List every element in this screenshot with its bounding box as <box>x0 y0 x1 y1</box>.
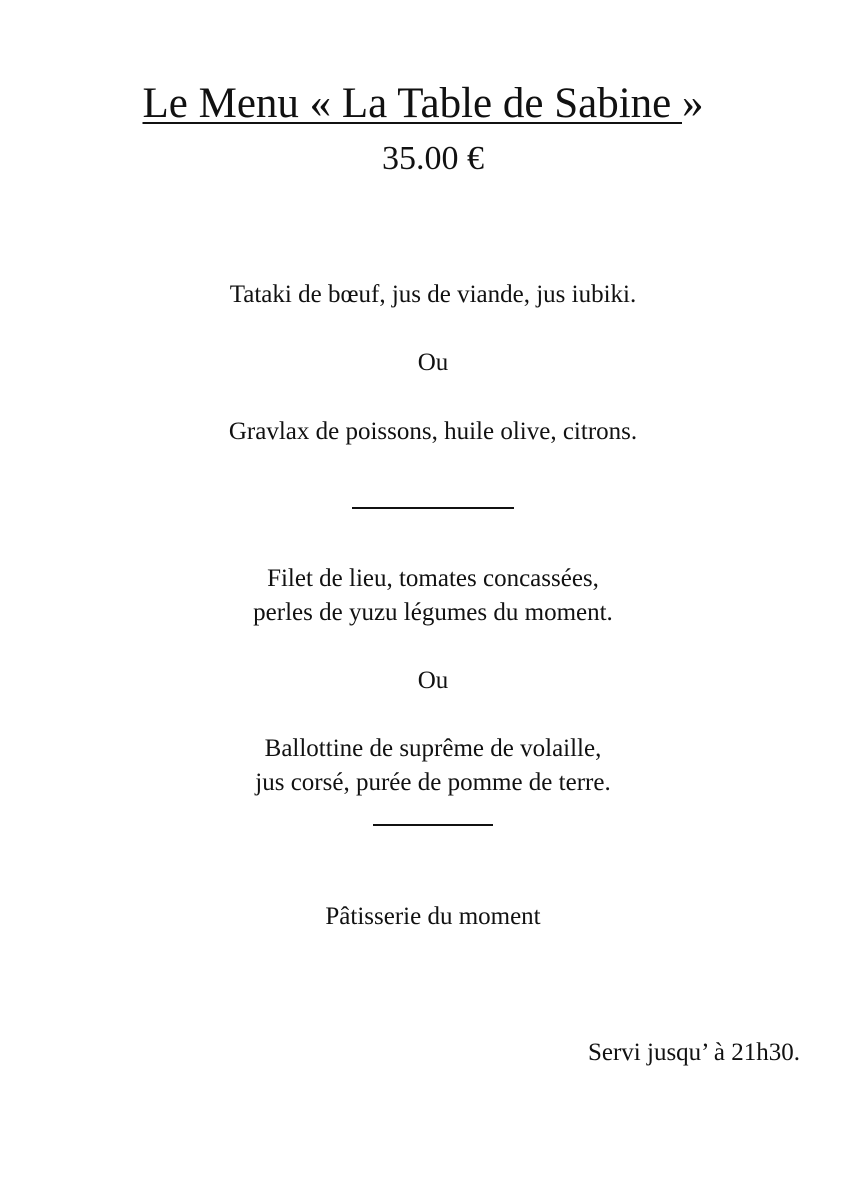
main-option-2-line-2: jus corsé, purée de pomme de terre. <box>255 769 611 796</box>
section-divider <box>352 507 514 509</box>
menu-title <box>0 78 846 130</box>
service-hours-note: Servi jusqu’ à 21h30. <box>587 1039 800 1066</box>
main-option-2-line-1: Ballottine de suprême de volaille, <box>264 735 602 762</box>
starter-option-2: Gravlax de poissons, huile olive, citrons. <box>228 418 638 445</box>
menu-title-closing-quote: » <box>682 80 704 127</box>
dessert-item: Pâtisserie du moment <box>325 903 541 930</box>
section-divider <box>373 824 493 826</box>
starter-option-1: Tataki de bœuf, jus de viande, jus iubiki. <box>229 281 637 308</box>
menu-price: 35.00 € <box>382 140 484 177</box>
main-option-1-line-2: perles de yuzu légumes du moment. <box>253 599 613 626</box>
starter-or: Ou <box>417 349 449 376</box>
main-or: Ou <box>417 667 449 694</box>
main-option-1-line-1: Filet de lieu, tomates concassées, <box>267 565 599 592</box>
menu-title-main: Le Menu « La Table de Sabine <box>142 80 682 127</box>
